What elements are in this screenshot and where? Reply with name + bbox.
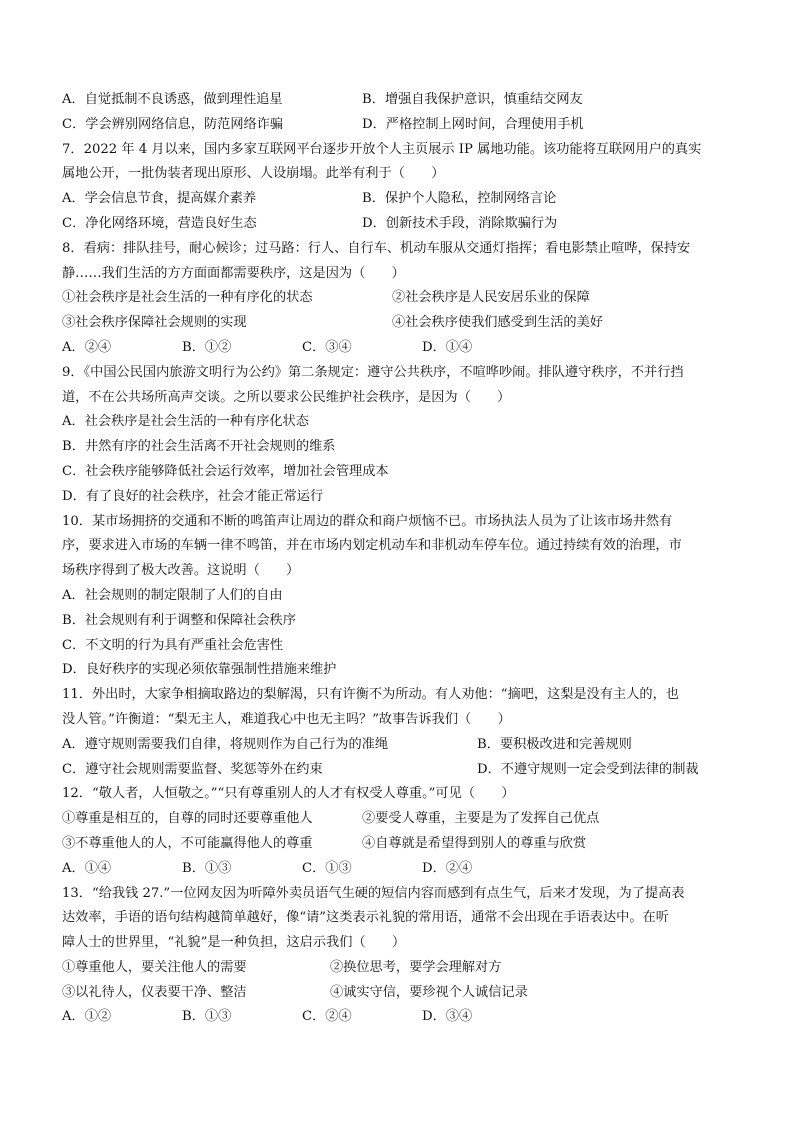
q9-option-c: C．社会秩序能够降低社会运行效率，增加社会管理成本 bbox=[62, 463, 389, 479]
q6-options-row-2 bbox=[62, 113, 732, 138]
q10-option-b: B．社会规则有利于调整和保障社会秩序 bbox=[62, 612, 296, 628]
q13-stem-line-2: 达效率，手语的语句结构越简单越好，像“请”这类表示礼貌的常用语，通常不会出现在手语表达中。在听 bbox=[62, 910, 669, 926]
q12-statements-row-1 bbox=[62, 807, 732, 832]
q10-stem-line-3: 场秩序得到了极大改善。这说明（ ） bbox=[62, 563, 300, 579]
q7-stem-line-1: 7．2022 年 4 月以来，国内多家互联网平台逐步开放个人主页展示 IP 属地功能。该功能将互联网用户的真实 bbox=[62, 141, 702, 157]
q7-options-row-2 bbox=[62, 212, 732, 237]
q8-option-d: D．①④ bbox=[422, 339, 473, 355]
q8-statement-4: ④社会秩序使我们感受到生活的美好 bbox=[392, 315, 603, 331]
q13-option-b: B．①③ bbox=[182, 1009, 232, 1025]
q8-statements-row-1 bbox=[62, 286, 732, 311]
q10-stem-line-2: 序，要求进入市场的车辆一律不鸣笛，并在市场内划定机动车和非机动车停车位。通过持续有效的治理，市 bbox=[62, 538, 682, 554]
q13-statements-row-1 bbox=[62, 956, 732, 981]
q10-option-c: C．不文明的行为具有严重社会危害性 bbox=[62, 637, 284, 653]
exam-page bbox=[62, 88, 732, 1030]
q12-option-a: A．①④ bbox=[62, 860, 112, 876]
q12-option-d: D．②④ bbox=[422, 860, 473, 876]
q7-option-c: C．净化网络环境，营造良好生态 bbox=[62, 215, 257, 231]
q13-statement-2: ②换位思考，要学会理解对方 bbox=[330, 959, 502, 975]
q9-option-a: A．社会秩序是社会生活的一种有序化状态 bbox=[62, 414, 309, 430]
q9-option-b: B．井然有序的社会生活离不开社会规则的维系 bbox=[62, 439, 336, 455]
q6-options-row-1 bbox=[62, 88, 732, 113]
q9-option-d: D．有了良好的社会秩序，社会才能正常运行 bbox=[62, 488, 324, 504]
q7-option-d: D．创新技术手段，消除欺骗行为 bbox=[362, 215, 558, 231]
q8-option-b: B．①② bbox=[182, 339, 232, 355]
q13-statements-row-2 bbox=[62, 981, 732, 1006]
q7-options-row-1 bbox=[62, 187, 732, 212]
q11-stem-line-1: 11．外出时，大家争相摘取路边的梨解渴，只有许衡不为所动。有人劝他：“摘吧，这梨是没有主人的，也 bbox=[62, 687, 679, 703]
q13-option-c: C．②④ bbox=[302, 1009, 352, 1025]
q8-option-a: A．②④ bbox=[62, 339, 112, 355]
q6-option-c: C．学会辨别网络信息，防范网络诈骗 bbox=[62, 116, 284, 132]
q8-statement-3: ③社会秩序保障社会规则的实现 bbox=[62, 315, 247, 331]
q11-option-a: A．遵守规则需要我们自律，将规则作为自己行为的准绳 bbox=[62, 736, 389, 752]
q12-statements-row-2 bbox=[62, 832, 732, 857]
q9-stem-line-2: 道，不在公共场所高声交谈。之所以要求公民维护社会秩序，是因为（ ） bbox=[62, 389, 511, 405]
q6-option-b: B．增强自我保护意识，慎重结交网友 bbox=[362, 92, 583, 107]
q8-statement-1: ①社会秩序是社会生活的一种有序化的状态 bbox=[62, 290, 313, 306]
q10-option-a: A．社会规则的制定限制了人们的自由 bbox=[62, 587, 283, 603]
q11-option-c: C．遵守社会规则需要监督、奖惩等外在约束 bbox=[62, 761, 323, 777]
q10-option-d: D．良好秩序的实现必须依靠强制性措施来维护 bbox=[62, 662, 337, 678]
q13-option-a: A．①② bbox=[62, 1009, 112, 1025]
q8-option-c: C．③④ bbox=[302, 339, 352, 355]
q7-option-a: A．学会信息节食，提高媒介素养 bbox=[62, 191, 257, 207]
q11-stem-line-2: 没人管。”许衡道：“梨无主人，难道我心中也无主吗？”故事告诉我们（ ） bbox=[62, 711, 511, 727]
q11-options-row-2 bbox=[62, 758, 732, 783]
q11-option-d: D．不遵守规则一定会受到法律的制裁 bbox=[477, 761, 699, 777]
q13-statement-4: ④诚实守信，要珍视个人诚信记录 bbox=[330, 984, 528, 1000]
q8-statements-row-2 bbox=[62, 311, 732, 336]
q7-option-b: B．保护个人隐私，控制网络言论 bbox=[362, 191, 557, 207]
q12-option-b: B．①③ bbox=[182, 860, 232, 876]
q12-options-row bbox=[62, 857, 732, 882]
q8-stem-line-1: 8．看病：排队挂号，耐心候诊；过马路：行人、自行车、机动车服从交通灯指挥；看电影禁止喧哗，保持安 bbox=[62, 240, 691, 256]
q8-statement-2: ②社会秩序是人民安居乐业的保障 bbox=[392, 290, 590, 306]
q13-options-row bbox=[62, 1005, 732, 1030]
q6-option-d: D．严格控制上网时间，合理使用手机 bbox=[362, 116, 584, 132]
q12-option-c: C．①③ bbox=[302, 860, 352, 876]
q10-stem-line-1: 10．某市场拥挤的交通和不断的鸣笛声让周边的群众和商户烦恼不已。市场执法人员为了让该市场井然有 bbox=[62, 513, 673, 529]
q12-statement-1: ①尊重是相互的，自尊的同时还要尊重他人 bbox=[62, 811, 313, 827]
q12-statement-3: ③不尊重他人的人，不可能赢得他人的尊重 bbox=[62, 835, 313, 851]
q13-statement-3: ③以礼待人，仪表要干净、整洁 bbox=[62, 984, 247, 1000]
q6-option-a: A．自觉抵制不良诱惑，做到理性追星 bbox=[62, 92, 283, 107]
q13-statement-1: ①尊重他人，要关注他人的需要 bbox=[62, 959, 247, 975]
q11-option-b: B．要积极改进和完善规则 bbox=[477, 736, 632, 752]
q8-stem-line-2: 静……我们生活的方方面面都需要秩序，这是因为（ ） bbox=[62, 265, 405, 281]
q13-stem-line-1: 13．“给我钱 27.”一位网友因为听障外卖员语气生硬的短信内容而感到有点生气，后来才发现，为了提高表 bbox=[62, 885, 685, 901]
q7-stem-line-2: 属地公开，一批伪装者现出原形、人设崩塌。此举有利于（ ） bbox=[62, 166, 445, 182]
q12-statement-2: ②要受人尊重，主要是为了发挥自己优点 bbox=[362, 811, 600, 827]
q12-statement-4: ④自尊就是希望得到别人的尊重与欣赏 bbox=[362, 835, 587, 851]
q11-options-row-1 bbox=[62, 733, 732, 758]
q12-stem-line-1: 12．“敬人者，人恒敬之。”“只有尊重别人的人才有权受人尊重。”可见（ ） bbox=[62, 786, 515, 802]
q8-options-row bbox=[62, 336, 732, 361]
q13-option-d: D．③④ bbox=[422, 1009, 473, 1025]
q9-stem-line-1: 9．《中国公民国内旅游文明行为公约》第二条规定：遵守公共秩序，不喧哗吵闹。排队遵守秩序，不并行挡 bbox=[62, 364, 684, 380]
q13-stem-line-3: 障人士的世界里，“礼貌”是一种负担，这启示我们（ ） bbox=[62, 935, 406, 951]
